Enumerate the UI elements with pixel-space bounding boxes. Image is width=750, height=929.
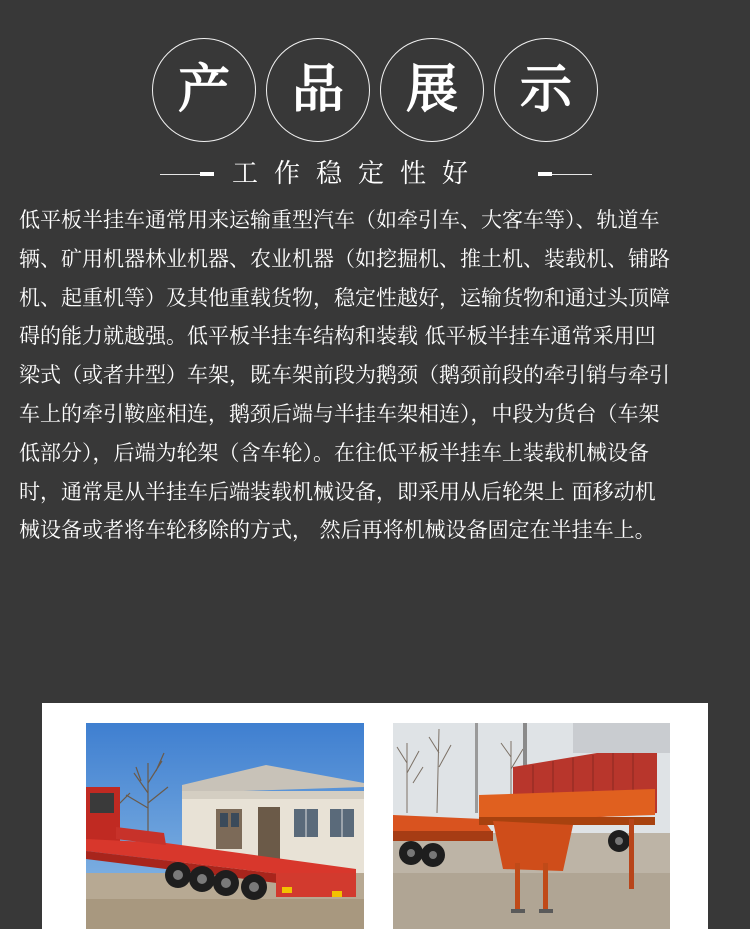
subtitle-right-dash — [538, 172, 552, 176]
description-line: 低平板半挂车通常用来运输重型汽车（如牵引车、大客车等）、轨道车 — [19, 208, 660, 232]
title-row — [152, 38, 598, 146]
description-line: 低部分），后端为轮架（含车轮）。在往低平板半挂车上装载机械设备 — [19, 440, 649, 465]
description-line: 碍的能力就越强。低平板半挂车结构和装载 低平板半挂车通常采用凹 — [19, 324, 656, 349]
orange-gooseneck-trailer-photo — [393, 723, 670, 929]
subtitle-left-dash — [200, 172, 214, 176]
title-char-4: 示 — [519, 60, 572, 120]
subtitle-row — [160, 158, 592, 190]
description-line: 车上的牵引鞍座相连，鹅颈后端与半挂车架相连），中段为货台（车架 — [19, 401, 660, 426]
title-circle-4 — [494, 38, 598, 142]
subtitle-right-line — [552, 174, 592, 175]
red-low-bed-trailer-photo — [86, 723, 364, 929]
description-line: 辆、矿用机器林业机器、农业机器（如挖掘机、推土机、装载机、铺路 — [19, 246, 670, 271]
title-char-3: 展 — [405, 60, 458, 120]
description-paragraph — [19, 201, 733, 550]
description-line: 械设备或者将车轮移除的方式， 然后再将机械设备固定在半挂车上。 — [19, 518, 656, 543]
subtitle-text: 工作稳定性好 — [232, 159, 485, 189]
subtitle-left-line — [160, 174, 200, 175]
description-line: 梁式（或者井型）车架，既车架前段为鹅颈（鹅颈前段的牵引销与牵引 — [19, 363, 670, 388]
title-circle-2 — [266, 38, 370, 142]
description-line: 机、起重机等）及其他重载货物，稳定性越好，运输货物和通过头顶障 — [19, 285, 670, 310]
title-char-1: 产 — [177, 60, 230, 120]
title-char-2: 品 — [291, 60, 344, 120]
description-line: 时，通常是从半挂车后端装载机械设备，即采用从后轮架上 面移动机 — [19, 479, 656, 504]
product-photo-panel — [42, 703, 708, 929]
title-circle-3 — [380, 38, 484, 142]
title-circle-1 — [152, 38, 256, 142]
